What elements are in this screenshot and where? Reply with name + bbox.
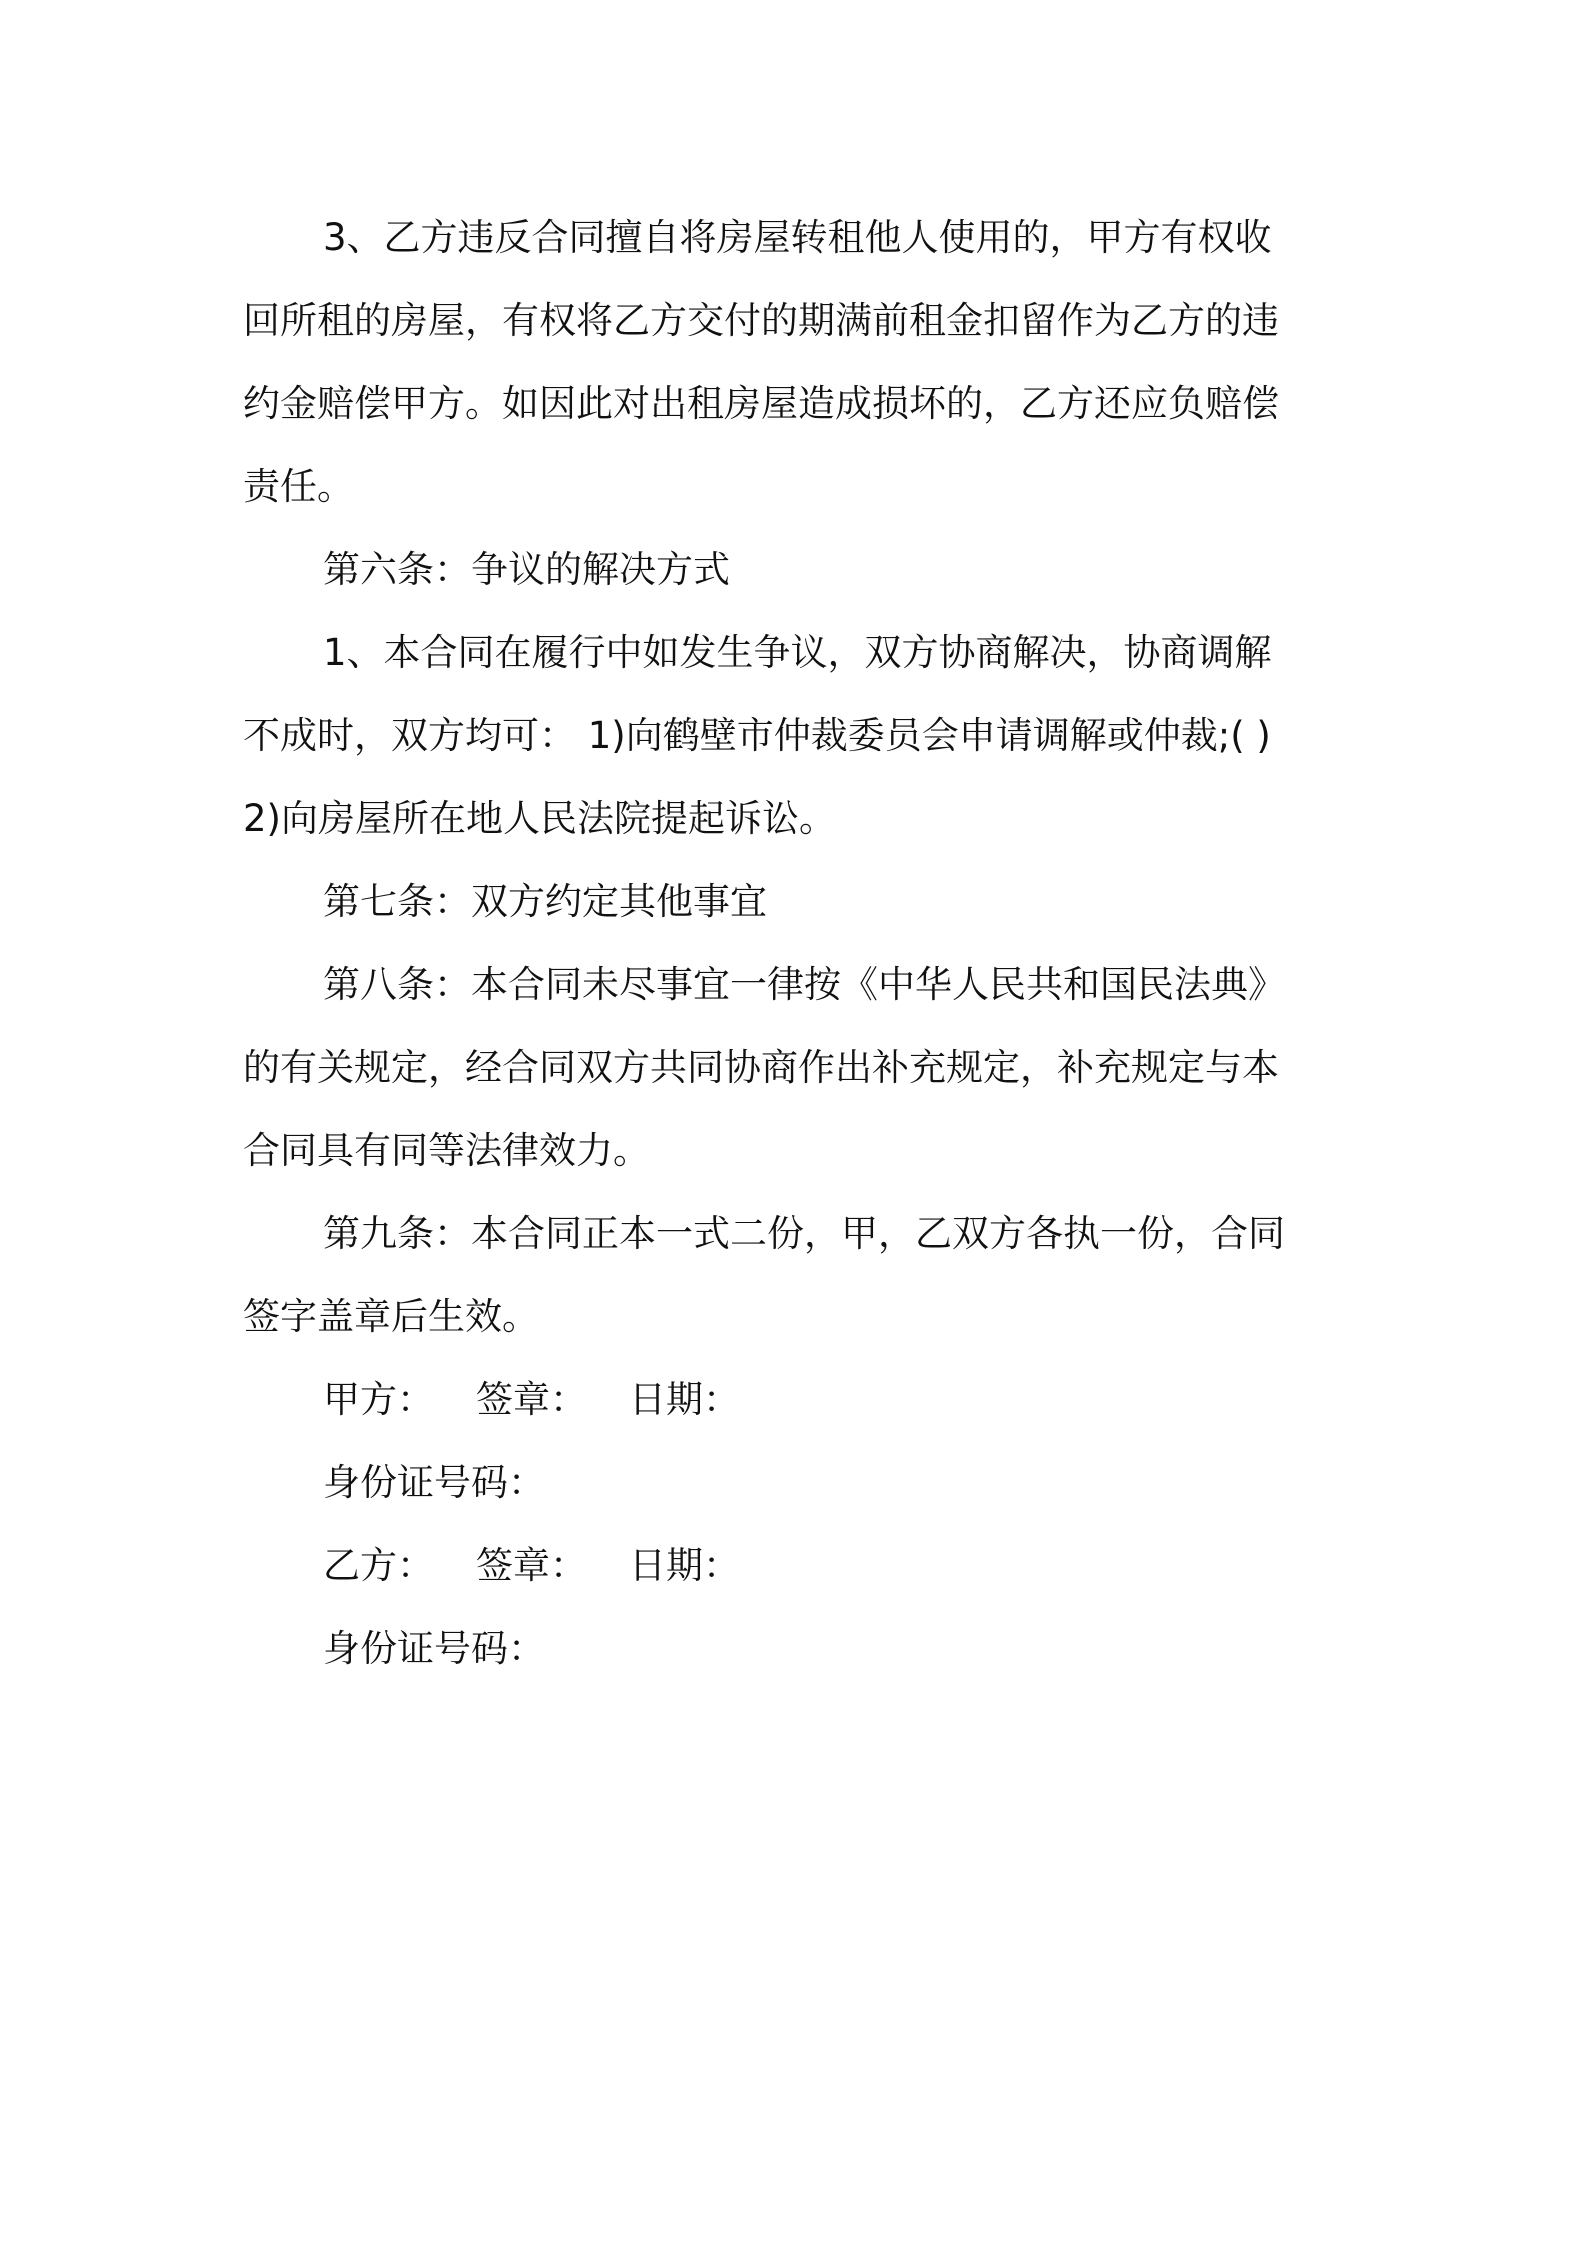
text-line: 第六条：争议的解决方式 — [323, 548, 730, 591]
party-b-label: 乙方： — [323, 1544, 434, 1587]
party-a-date-label: 日期： — [629, 1378, 740, 1421]
party-a-signature-row — [243, 1358, 1355, 1441]
article-eight-paragraph — [243, 943, 1355, 1192]
party-a-id-label: 身份证号码： — [323, 1461, 545, 1504]
party-b-id-label: 身份证号码： — [323, 1627, 545, 1670]
article-nine-paragraph — [243, 1192, 1355, 1358]
party-b-signature-row — [243, 1524, 1355, 1607]
party-a-seal-label: 签章： — [476, 1378, 587, 1421]
party-a-label: 甲方： — [323, 1378, 434, 1421]
text-line: 2)向房屋所在地人民法院提起诉讼。 — [243, 797, 836, 840]
text-line: 回所租的房屋，有权将乙方交付的期满前租金扣留作为乙方的违 — [243, 299, 1279, 342]
party-b-seal-label: 签章： — [476, 1544, 587, 1587]
article-six-heading — [243, 528, 1355, 611]
clause-paragraph-sublet — [243, 196, 1355, 528]
text-line: 签字盖章后生效。 — [243, 1295, 539, 1338]
signature-block — [243, 1358, 1355, 1690]
text-line: 3、乙方违反合同擅自将房屋转租他人使用的，甲方有权收 — [323, 216, 1272, 259]
text-line: 合同具有同等法律效力。 — [243, 1129, 650, 1172]
party-b-date-label: 日期： — [629, 1544, 740, 1587]
party-b-id-row — [243, 1607, 1355, 1690]
text-line: 第九条：本合同正本一式二份，甲，乙双方各执一份，合同 — [323, 1212, 1285, 1255]
party-a-id-row — [243, 1441, 1355, 1524]
article-seven-heading — [243, 860, 1355, 943]
text-line: 约金赔偿甲方。如因此对出租房屋造成损坏的，乙方还应负赔偿 — [243, 382, 1279, 425]
text-line: 第七条：双方约定其他事宜 — [323, 880, 767, 923]
contract-body — [243, 196, 1355, 1690]
text-line: 的有关规定，经合同双方共同协商作出补充规定，补充规定与本 — [243, 1046, 1279, 1089]
clause-paragraph-dispute — [243, 611, 1355, 860]
text-line: 1、本合同在履行中如发生争议，双方协商解决，协商调解 — [323, 631, 1272, 674]
text-line: 第八条：本合同未尽事宜一律按《中华人民共和国民法典》 — [323, 963, 1285, 1006]
text-line: 责任。 — [243, 465, 354, 508]
text-line: 不成时，双方均可： 1)向鹤壁市仲裁委员会申请调解或仲裁;( ) — [243, 714, 1271, 757]
